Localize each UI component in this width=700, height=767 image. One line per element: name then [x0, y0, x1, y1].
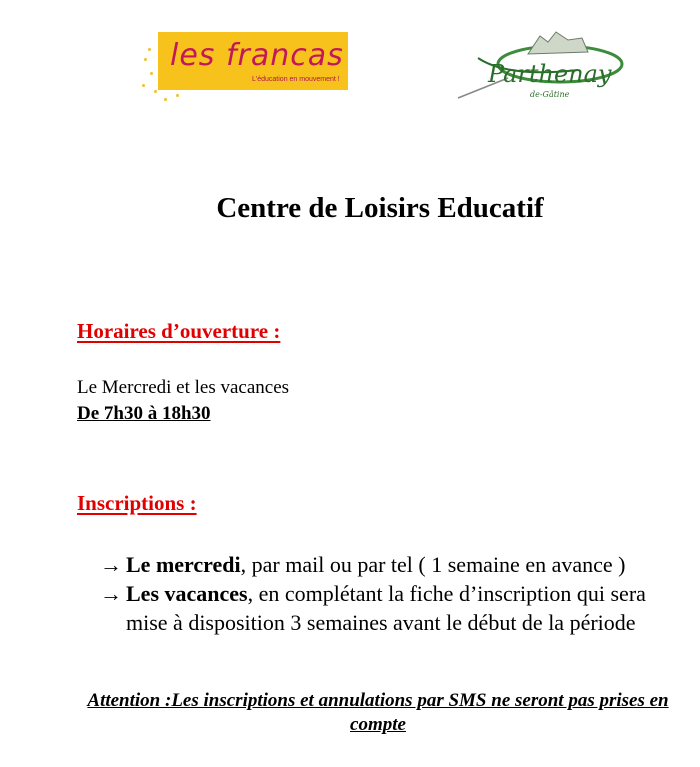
horaires-heading: Horaires d’ouverture :: [77, 319, 281, 343]
parthenay-logo: [448, 28, 628, 108]
francas-wordmark: les francas: [170, 38, 344, 73]
francas-tagline: L'éducation en mouvement !: [252, 76, 340, 83]
horaires-days: Le Mercredi et les vacances: [77, 377, 290, 398]
list-item-bold: Le mercredi: [126, 552, 241, 577]
list-item-text: , par mail ou par tel ( 1 semaine en avance ): [240, 552, 626, 577]
list-item-bold: Les vacances: [126, 581, 248, 606]
parthenay-wordmark: Parthenay: [488, 60, 612, 88]
arrow-right-icon: →: [100, 552, 122, 577]
list-item-text: , en complétant la fiche d’inscription qui sera mise à disposition 3 semaines avant le début de la période: [126, 581, 646, 635]
list-item: [100, 550, 680, 579]
list-item: [100, 579, 680, 637]
arrow-right-icon: →: [100, 581, 122, 606]
inscriptions-heading: Inscriptions :: [77, 491, 197, 515]
attention-note: Attention :Les inscriptions et annulations par SMS ne seront pas prises en compte: [87, 690, 669, 735]
parthenay-subtitle: de-Gâtine: [530, 90, 570, 99]
francas-logo: [140, 28, 355, 106]
inscriptions-list: [100, 550, 680, 637]
horaires-hours: De 7h30 à 18h30: [77, 403, 211, 424]
page-title: Centre de Loisirs Educatif: [216, 192, 544, 224]
